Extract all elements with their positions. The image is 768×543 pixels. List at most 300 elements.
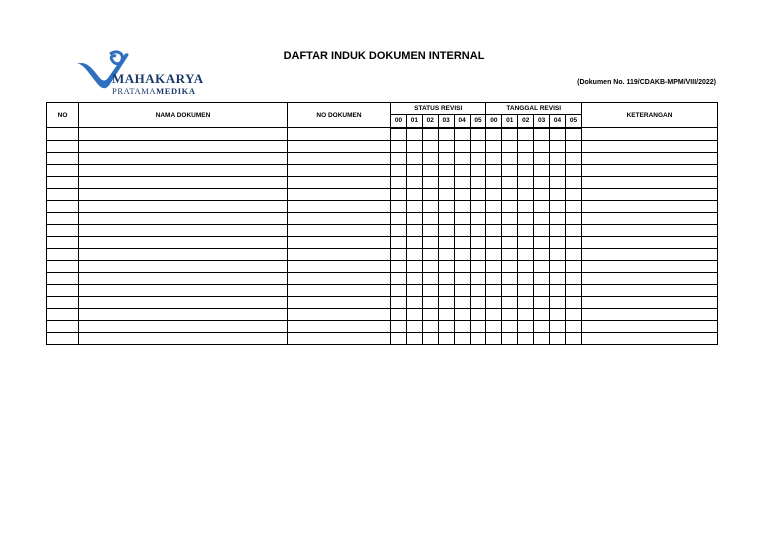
table-cell (406, 188, 422, 200)
table-cell (391, 296, 407, 308)
page-title: DAFTAR INDUK DOKUMEN INTERNAL (283, 50, 485, 62)
table-cell (550, 200, 566, 212)
table-cell (486, 152, 502, 164)
table-cell (288, 236, 391, 248)
table-cell (438, 272, 454, 284)
table-cell (422, 152, 438, 164)
table-cell (422, 164, 438, 176)
table-cell (565, 152, 581, 164)
table-cell (406, 152, 422, 164)
table-cell (288, 212, 391, 224)
table-cell (534, 188, 550, 200)
table-cell (47, 332, 79, 344)
table-cell (438, 224, 454, 236)
table-cell (565, 200, 581, 212)
table-row (47, 128, 718, 141)
table-cell (79, 164, 288, 176)
table-cell (391, 212, 407, 224)
table-cell (47, 296, 79, 308)
table-cell (454, 272, 470, 284)
table-cell (454, 140, 470, 152)
table-cell (550, 332, 566, 344)
table-row (47, 152, 718, 164)
table-cell (288, 200, 391, 212)
table-cell (391, 224, 407, 236)
table-cell (79, 212, 288, 224)
table-cell (422, 308, 438, 320)
table-cell (288, 224, 391, 236)
table-cell (534, 296, 550, 308)
table-cell (518, 152, 534, 164)
table-cell (470, 224, 486, 236)
table-cell (79, 152, 288, 164)
table-cell (550, 188, 566, 200)
table-cell (550, 296, 566, 308)
table-cell (79, 284, 288, 296)
table-cell (288, 188, 391, 200)
table-row (47, 200, 718, 212)
table-cell (454, 212, 470, 224)
table-row (47, 272, 718, 284)
table-cell (470, 296, 486, 308)
table-cell (470, 140, 486, 152)
table-cell (534, 284, 550, 296)
table-cell (470, 260, 486, 272)
table-cell (550, 272, 566, 284)
table-cell (486, 188, 502, 200)
table-cell (422, 236, 438, 248)
table-cell (550, 248, 566, 260)
status-rev-col: 05 (470, 115, 486, 128)
table-cell (288, 176, 391, 188)
table-cell (79, 140, 288, 152)
header-status-revisi: STATUS REVISI (391, 103, 486, 115)
table-cell (486, 332, 502, 344)
document-register-table (46, 102, 718, 345)
table-cell (534, 332, 550, 344)
table-cell (454, 224, 470, 236)
table-cell (565, 128, 581, 141)
table-cell (582, 128, 718, 141)
table-cell (288, 140, 391, 152)
table-cell (582, 164, 718, 176)
table-cell (470, 200, 486, 212)
table-cell (391, 272, 407, 284)
table-cell (550, 140, 566, 152)
table-cell (470, 176, 486, 188)
tanggal-rev-col: 04 (550, 115, 566, 128)
table-cell (288, 308, 391, 320)
table-cell (454, 308, 470, 320)
table-cell (438, 164, 454, 176)
table-cell (518, 308, 534, 320)
table-cell (454, 296, 470, 308)
table-cell (582, 212, 718, 224)
table-cell (454, 176, 470, 188)
table-cell (502, 284, 518, 296)
table-cell (438, 284, 454, 296)
table-cell (518, 224, 534, 236)
table-cell (470, 332, 486, 344)
table-cell (486, 176, 502, 188)
status-rev-col: 03 (438, 115, 454, 128)
table-cell (454, 320, 470, 332)
table-cell (47, 128, 79, 141)
table-cell (438, 308, 454, 320)
table-cell (422, 188, 438, 200)
table-cell (518, 200, 534, 212)
table-cell (582, 152, 718, 164)
table-cell (502, 296, 518, 308)
table-cell (502, 320, 518, 332)
table-cell (486, 212, 502, 224)
table-cell (518, 188, 534, 200)
table-cell (438, 332, 454, 344)
table-cell (288, 164, 391, 176)
table-cell (550, 224, 566, 236)
table-cell (422, 248, 438, 260)
table-cell (438, 248, 454, 260)
table-cell (406, 164, 422, 176)
header-nama-dokumen: NAMA DOKUMEN (79, 103, 288, 128)
header-no-dokumen: NO DOKUMEN (288, 103, 391, 128)
table-cell (79, 320, 288, 332)
table-cell (518, 320, 534, 332)
table-cell (47, 224, 79, 236)
logo-name: MAHAKARYA (112, 71, 204, 86)
table-cell (486, 200, 502, 212)
table-cell (486, 128, 502, 141)
table-row (47, 308, 718, 320)
table-row (47, 212, 718, 224)
table-row (47, 320, 718, 332)
table-cell (582, 248, 718, 260)
table-cell (470, 164, 486, 176)
table-cell (565, 176, 581, 188)
table-cell (582, 236, 718, 248)
table-cell (288, 320, 391, 332)
table-cell (565, 296, 581, 308)
table-cell (454, 128, 470, 141)
table-cell (79, 296, 288, 308)
table-cell (79, 224, 288, 236)
table-cell (438, 188, 454, 200)
header-no: NO (47, 103, 79, 128)
table-cell (550, 212, 566, 224)
table-cell (486, 296, 502, 308)
table-cell (502, 152, 518, 164)
table-cell (502, 332, 518, 344)
table-row (47, 296, 718, 308)
table-cell (406, 128, 422, 141)
table-row (47, 236, 718, 248)
table-cell (422, 140, 438, 152)
table-row (47, 248, 718, 260)
table-cell (534, 236, 550, 248)
table-row (47, 224, 718, 236)
table-cell (438, 176, 454, 188)
table-cell (486, 272, 502, 284)
table-cell (534, 224, 550, 236)
table-cell (486, 140, 502, 152)
table-cell (502, 200, 518, 212)
table-cell (518, 296, 534, 308)
table-cell (454, 152, 470, 164)
table-cell (502, 260, 518, 272)
table-cell (47, 308, 79, 320)
table-cell (288, 296, 391, 308)
table-cell (486, 320, 502, 332)
table-cell (288, 152, 391, 164)
status-rev-col: 04 (454, 115, 470, 128)
table-cell (518, 212, 534, 224)
table-cell (47, 176, 79, 188)
table-cell (502, 164, 518, 176)
table-cell (582, 308, 718, 320)
table-cell (582, 284, 718, 296)
table-cell (486, 248, 502, 260)
table-cell (534, 260, 550, 272)
table-cell (534, 152, 550, 164)
table-cell (391, 248, 407, 260)
table-cell (565, 248, 581, 260)
table-cell (79, 128, 288, 141)
table-cell (565, 272, 581, 284)
table-cell (406, 272, 422, 284)
table-cell (454, 332, 470, 344)
table-cell (391, 188, 407, 200)
table-cell (518, 140, 534, 152)
table-cell (391, 284, 407, 296)
table-cell (534, 248, 550, 260)
table-cell (565, 260, 581, 272)
tanggal-rev-col: 03 (534, 115, 550, 128)
table-cell (582, 200, 718, 212)
table-cell (470, 152, 486, 164)
table-cell (518, 248, 534, 260)
table-cell (422, 296, 438, 308)
table-cell (565, 320, 581, 332)
table-cell (406, 224, 422, 236)
table-row (47, 284, 718, 296)
table-cell (470, 248, 486, 260)
table-cell (470, 128, 486, 141)
table-cell (47, 152, 79, 164)
table-cell (518, 284, 534, 296)
table-cell (550, 152, 566, 164)
document-number: (Dokumen No. 119/CDAKB-MPM/VIII/2022) (577, 79, 716, 86)
table-cell (406, 260, 422, 272)
table-row (47, 332, 718, 344)
tanggal-rev-col: 02 (518, 115, 534, 128)
table-cell (582, 320, 718, 332)
table-cell (502, 188, 518, 200)
table-cell (518, 236, 534, 248)
table-row (47, 260, 718, 272)
table-cell (550, 176, 566, 188)
table-cell (454, 284, 470, 296)
table-cell (422, 272, 438, 284)
table-cell (565, 236, 581, 248)
table-cell (550, 128, 566, 141)
table-cell (502, 236, 518, 248)
table-cell (422, 176, 438, 188)
table-row (47, 188, 718, 200)
table-cell (502, 128, 518, 141)
table-cell (534, 212, 550, 224)
table-cell (391, 332, 407, 344)
tanggal-rev-col: 00 (486, 115, 502, 128)
table-cell (486, 308, 502, 320)
table-cell (565, 188, 581, 200)
table-cell (438, 200, 454, 212)
tanggal-rev-col: 05 (565, 115, 581, 128)
table-cell (391, 260, 407, 272)
table-cell (288, 272, 391, 284)
table-cell (565, 212, 581, 224)
table-cell (534, 308, 550, 320)
table-cell (565, 332, 581, 344)
table-cell (406, 332, 422, 344)
table-cell (438, 128, 454, 141)
table-cell (470, 236, 486, 248)
table-cell (422, 260, 438, 272)
table-cell (391, 176, 407, 188)
table-cell (47, 260, 79, 272)
table-cell (438, 236, 454, 248)
table-body (47, 128, 718, 345)
table-cell (470, 308, 486, 320)
table-cell (565, 164, 581, 176)
table-cell (438, 212, 454, 224)
table-cell (550, 236, 566, 248)
table-cell (288, 260, 391, 272)
table-cell (438, 320, 454, 332)
table-cell (79, 308, 288, 320)
table-cell (438, 296, 454, 308)
table-cell (582, 296, 718, 308)
header-keterangan: KETERANGAN (582, 103, 718, 128)
table-cell (470, 320, 486, 332)
tanggal-rev-col: 01 (502, 115, 518, 128)
table-cell (406, 284, 422, 296)
header-tanggal-revisi: TANGGAL REVISI (486, 103, 582, 115)
table-cell (534, 164, 550, 176)
table-cell (47, 272, 79, 284)
table-cell (502, 140, 518, 152)
table-cell (534, 176, 550, 188)
table-cell (534, 140, 550, 152)
table-cell (518, 128, 534, 141)
table-cell (454, 248, 470, 260)
table-cell (406, 212, 422, 224)
table-cell (550, 164, 566, 176)
table-cell (582, 332, 718, 344)
table-cell (486, 236, 502, 248)
status-rev-col: 02 (422, 115, 438, 128)
table-cell (79, 200, 288, 212)
table-cell (518, 332, 534, 344)
table-cell (79, 188, 288, 200)
table-cell (391, 200, 407, 212)
table-cell (518, 164, 534, 176)
table-row (47, 164, 718, 176)
table-cell (454, 200, 470, 212)
table-cell (422, 224, 438, 236)
table-cell (582, 260, 718, 272)
table-cell (550, 260, 566, 272)
table-cell (47, 320, 79, 332)
table-cell (502, 176, 518, 188)
table-cell (406, 176, 422, 188)
table-cell (486, 260, 502, 272)
table-cell (565, 140, 581, 152)
table-cell (288, 332, 391, 344)
table-cell (470, 284, 486, 296)
table-cell (406, 320, 422, 332)
table-cell (438, 152, 454, 164)
table-cell (565, 224, 581, 236)
table-cell (391, 164, 407, 176)
table-cell (422, 212, 438, 224)
table-cell (422, 284, 438, 296)
table-cell (406, 248, 422, 260)
table-cell (422, 320, 438, 332)
table-cell (79, 248, 288, 260)
table-cell (391, 236, 407, 248)
table-cell (422, 128, 438, 141)
table-cell (550, 308, 566, 320)
table-cell (79, 260, 288, 272)
table-cell (534, 320, 550, 332)
table-cell (518, 272, 534, 284)
table-cell (391, 320, 407, 332)
table-cell (406, 236, 422, 248)
table-cell (288, 128, 391, 141)
table-cell (391, 152, 407, 164)
table-cell (582, 188, 718, 200)
table-row (47, 176, 718, 188)
table-cell (454, 164, 470, 176)
table-cell (79, 236, 288, 248)
table-cell (565, 308, 581, 320)
table-cell (47, 236, 79, 248)
table-cell (502, 272, 518, 284)
table-cell (47, 212, 79, 224)
table-cell (550, 284, 566, 296)
table-cell (550, 320, 566, 332)
table-cell (454, 188, 470, 200)
table-cell (422, 200, 438, 212)
table-cell (47, 164, 79, 176)
table-cell (47, 248, 79, 260)
table-row (47, 140, 718, 152)
table-cell (288, 248, 391, 260)
table-cell (47, 200, 79, 212)
table-cell (47, 284, 79, 296)
table-cell (582, 140, 718, 152)
status-rev-col: 00 (391, 115, 407, 128)
table-cell (79, 332, 288, 344)
status-rev-col: 01 (406, 115, 422, 128)
table-cell (518, 176, 534, 188)
table-cell (79, 176, 288, 188)
table-cell (454, 260, 470, 272)
table-cell (406, 296, 422, 308)
table-cell (518, 260, 534, 272)
table-cell (47, 140, 79, 152)
table-cell (582, 176, 718, 188)
